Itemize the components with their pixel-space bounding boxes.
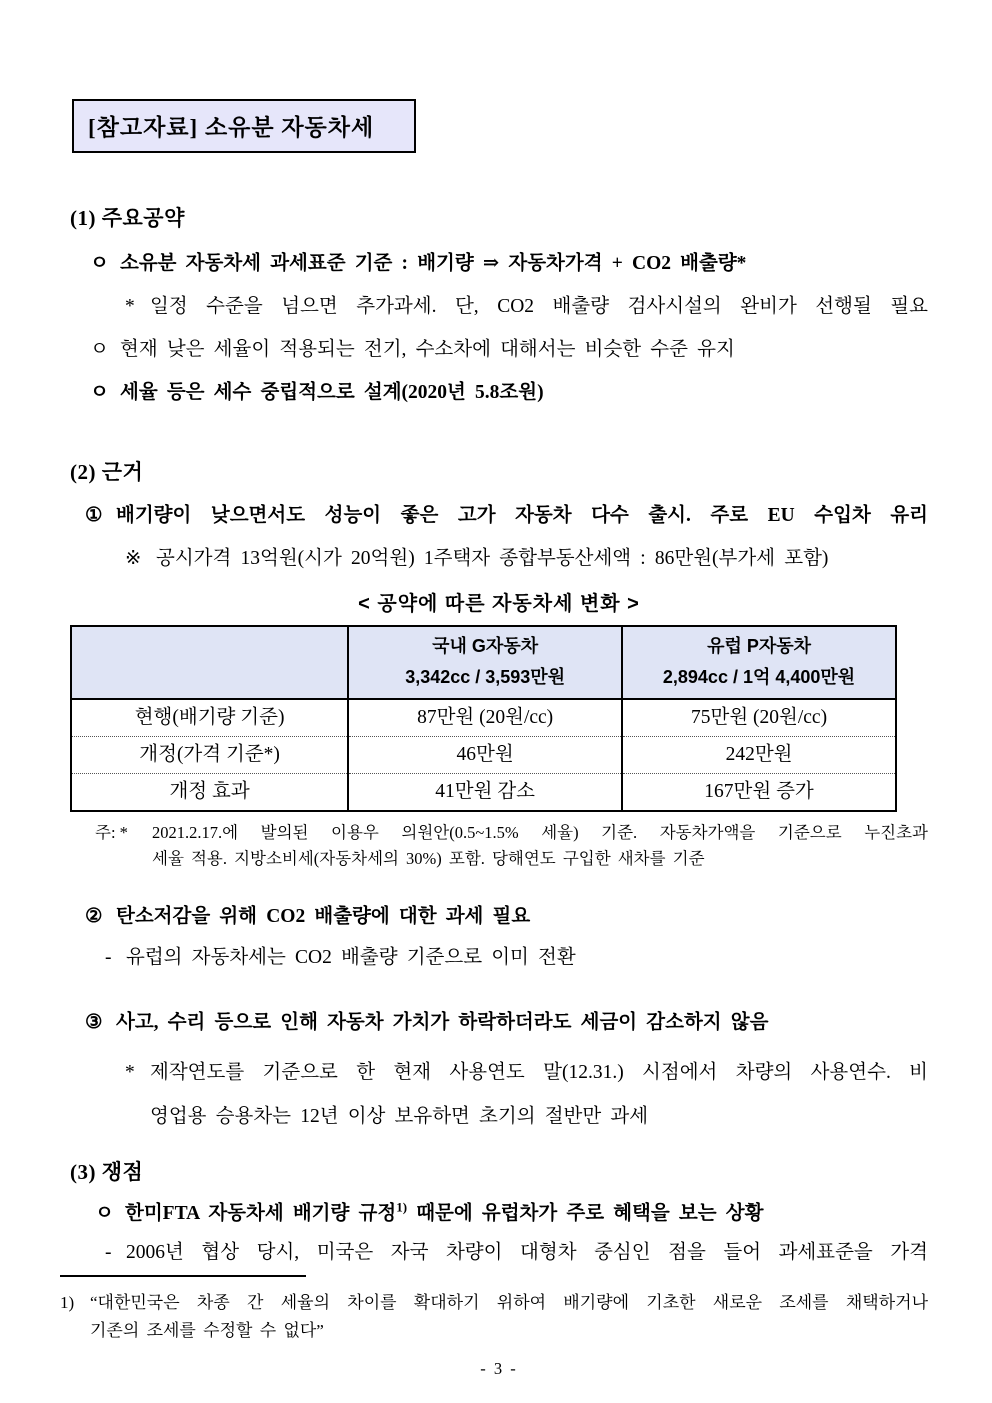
paragraph: [70, 249, 928, 278]
cell-domestic: 41만원 감소: [348, 774, 622, 812]
bullet-circle: ㅇ: [90, 253, 109, 274]
paragraph: [70, 902, 928, 931]
cell-europe: 75만원 (20원/cc): [622, 699, 896, 737]
footnote: [60, 1289, 928, 1345]
table-title: < 공약에 따른 자동차세 변화 >: [358, 593, 640, 615]
cell-domestic: 46만원: [348, 737, 622, 774]
paragraph: [70, 1051, 928, 1139]
section-2-heading: (2) 근거: [70, 460, 144, 484]
table-header-row: [71, 626, 896, 699]
table-note-text: [152, 820, 928, 872]
bullet-circled-2: ②: [85, 906, 103, 927]
paragraph: [70, 1238, 928, 1267]
table-header-europe: [622, 626, 896, 699]
title-box-label: [참고자료] 소유분 자동차세: [88, 115, 375, 140]
bullet-asterisk: *: [125, 1062, 135, 1083]
table-row: [71, 699, 896, 737]
paragraph-text-post: 때문에 유럽차가 주로 혜택을 보는 상황: [407, 1203, 764, 1224]
row-label: 개정(가격 기준*): [71, 737, 348, 774]
paragraph-text: [150, 1051, 928, 1139]
bullet-reference-mark: ※: [125, 548, 142, 569]
column-spec: 2,894cc / 1억 4,400만원: [662, 667, 856, 687]
page-number: - 3 -: [480, 1359, 518, 1378]
paragraph-text: 세율 등은 세수 중립적으로 설계(2020년 5.8조원): [120, 382, 544, 403]
paragraph: [70, 1199, 928, 1228]
table-note: [70, 820, 928, 872]
row-label: 현행(배기량 기준): [71, 699, 348, 737]
table-header-domestic: [348, 626, 622, 699]
paragraph: [70, 378, 928, 407]
paragraph-line1: 제작연도를 기준으로 한 현재 사용연도 말(12.31.) 시점에서 차량의 사용연수. 비: [150, 1062, 928, 1083]
cell-europe: 242만원: [622, 737, 896, 774]
table-note-marker: 주: *: [95, 823, 128, 842]
paragraph-text-pre: 한미FTA 자동차세 배기량 규정: [125, 1203, 397, 1224]
paragraph: [70, 292, 928, 321]
footnote-separator: [60, 1275, 306, 1277]
paragraph: [70, 544, 928, 573]
cell-domestic: 87만원 (20원/cc): [348, 699, 622, 737]
paragraph-text: [125, 1199, 928, 1228]
bullet-circle: ㅇ: [90, 382, 109, 403]
paragraph-text: 탄소저감을 위해 CO2 배출량에 대한 과세 필요: [116, 906, 531, 927]
paragraph: [70, 943, 928, 972]
bullet-circled-1: ①: [85, 505, 103, 526]
footnote-marker: 1): [60, 1293, 75, 1312]
cell-europe: 167만원 증가: [622, 774, 896, 812]
paragraph-text: 현재 낮은 세율이 적용되는 전기, 수소차에 대해서는 비슷한 수준 유지: [120, 339, 735, 360]
column-spec: 3,342cc / 3,593만원: [405, 667, 566, 687]
table-row: [71, 737, 896, 774]
paragraph: [70, 501, 928, 530]
paragraph-text: 유럽의 자동차세는 CO2 배출량 기준으로 이미 전환: [126, 947, 576, 968]
tax-comparison-table: [70, 625, 897, 812]
row-label: 개정 효과: [71, 774, 348, 812]
table-header-empty-cell: [71, 626, 348, 699]
bullet-dash: -: [105, 947, 112, 968]
paragraph-text: 공시가격 13억원(시가 20억원) 1주택자 종합부동산세액 : 86만원(부가세 포함): [156, 548, 829, 569]
footnote-text: [90, 1289, 928, 1345]
footnote-line2: 기존의 조세를 수정할 수 없다”: [90, 1321, 324, 1340]
bullet-circle: ㅇ: [95, 1203, 114, 1224]
footnote-line1: “대한민국은 차종 간 세율의 차이를 확대하기 위하여 배기량에 기초한 새로운 조세를 채택하거나: [90, 1293, 928, 1312]
paragraph: [70, 1008, 928, 1037]
table-row: [71, 774, 896, 812]
column-name: 유럽 P자동차: [707, 636, 812, 656]
paragraph-text: 소유분 자동차세 과세표준 기준 : 배기량 ⇒ 자동차가격 + CO2 배출량*: [120, 253, 747, 274]
paragraph-text: 2006년 협상 당시, 미국은 자국 차량이 대형차 중심인 점을 들어 과세표준을 가격: [126, 1242, 928, 1263]
bullet-dash: -: [105, 1242, 112, 1263]
bullet-circle: ㅇ: [90, 339, 109, 360]
section-3-heading: (3) 쟁점: [70, 1160, 144, 1184]
paragraph-text: 사고, 수리 등으로 인해 자동차 가치가 하락하더라도 세금이 감소하지 않음: [116, 1012, 769, 1033]
title-box: [72, 99, 416, 153]
bullet-asterisk: *: [125, 296, 135, 317]
footnote-reference: 1): [396, 1199, 408, 1215]
paragraph-text: 일정 수준을 넘으면 추가과세. 단, CO2 배출량 검사시설의 완비가 선행될 필요: [150, 296, 928, 317]
section-1-heading: (1) 주요공약: [70, 206, 185, 230]
paragraph-text: 배기량이 낮으면서도 성능이 좋은 고가 자동차 다수 출시. 주로 EU 수입차 유리: [116, 505, 928, 526]
table-note-line1: 2021.2.17.에 발의된 이용우 의원안(0.5~1.5% 세율) 기준. 자동차가액을 기준으로 누진초과: [152, 823, 928, 842]
column-name: 국내 G자동차: [432, 636, 539, 656]
paragraph-line2: 영업용 승용차는 12년 이상 보유하면 초기의 절반만 과세: [150, 1106, 649, 1127]
table-note-line2: 세율 적용. 지방소비세(자동차세의 30%) 포함. 당해연도 구입한 새차를 기준: [152, 849, 705, 868]
paragraph: [70, 335, 928, 364]
bullet-circled-3: ③: [85, 1012, 103, 1033]
